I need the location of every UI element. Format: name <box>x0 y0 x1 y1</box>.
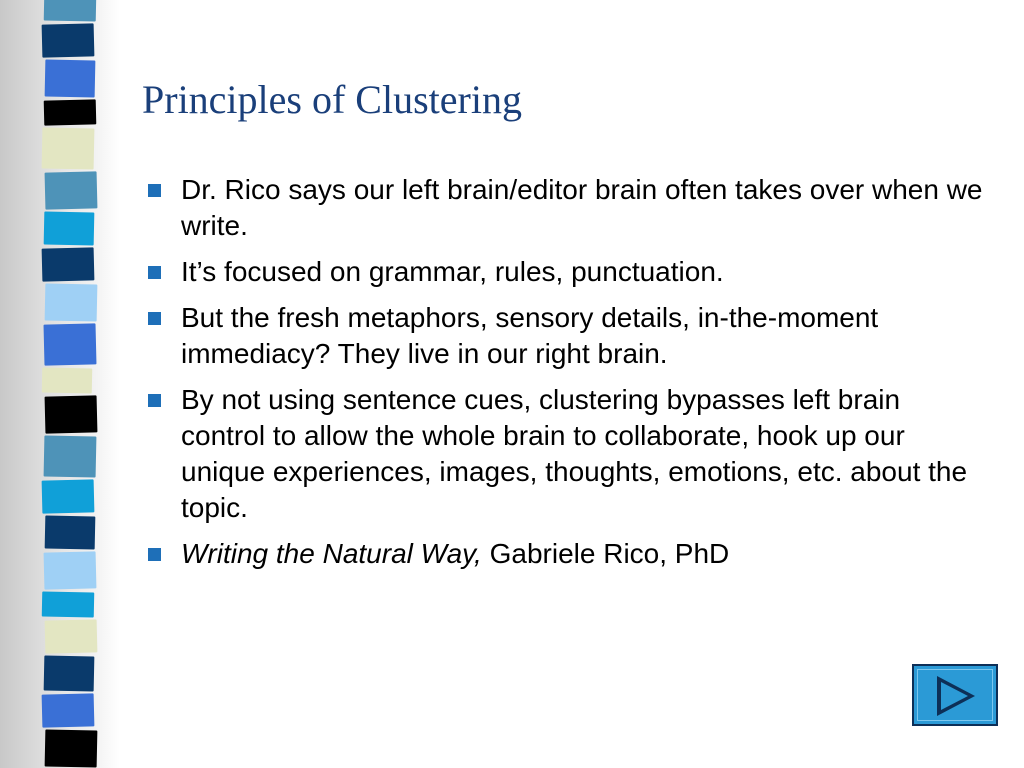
bullet-square-icon <box>148 312 161 325</box>
stripe-block <box>42 127 95 169</box>
stripe-block <box>44 551 97 589</box>
book-title: Writing the Natural Way, <box>181 538 482 569</box>
next-slide-button[interactable] <box>912 664 998 726</box>
bullet-list <box>148 172 988 582</box>
stripe-block <box>44 323 97 365</box>
bullet-text: It’s focused on grammar, rules, punctuation. <box>181 256 724 287</box>
stripe-block <box>44 435 97 477</box>
slide-title: Principles of Clustering <box>142 77 522 122</box>
stripe-block <box>42 23 95 57</box>
stripe-block <box>45 171 98 209</box>
bullet-item <box>148 254 988 290</box>
bullet-square-icon <box>148 266 161 279</box>
bullet-text: Gabriele Rico, PhD <box>481 538 730 569</box>
stripe-block <box>42 247 95 281</box>
decorative-stripe <box>42 0 98 768</box>
stripe-block <box>45 395 98 433</box>
bullet-text: By not using sentence cues, clustering bypasses left brain control to allow the whole brain to collaborate, hook up our unique experiences, images, thoughts, emotions, etc. about the topic. <box>181 384 968 523</box>
bullet-square-icon <box>148 394 161 407</box>
stripe-block <box>45 515 96 549</box>
bullet-text: But the fresh metaphors, sensory details, in-the-moment immediacy? They live in our right brain. <box>181 302 879 369</box>
stripe-block <box>44 0 97 22</box>
bullet-item <box>148 172 988 244</box>
stripe-block <box>44 655 95 691</box>
stripe-block <box>45 619 98 653</box>
stripe-block <box>42 693 95 727</box>
bullet-item <box>148 536 988 572</box>
bullet-square-icon <box>148 548 161 561</box>
bullet-square-icon <box>148 184 161 197</box>
stripe-block <box>45 59 96 97</box>
stripe-block <box>45 729 98 767</box>
stripe-block <box>44 211 95 245</box>
stripe-block <box>42 479 95 513</box>
stripe-block <box>42 591 95 617</box>
bullet-item <box>148 300 988 372</box>
stripe-block <box>42 367 93 393</box>
stripe-block <box>45 283 98 321</box>
bullet-item <box>148 382 988 526</box>
bullet-text: Dr. Rico says our left brain/editor brain often takes over when we write. <box>181 174 983 241</box>
stripe-block <box>44 99 97 125</box>
play-arrow-icon <box>934 674 978 718</box>
